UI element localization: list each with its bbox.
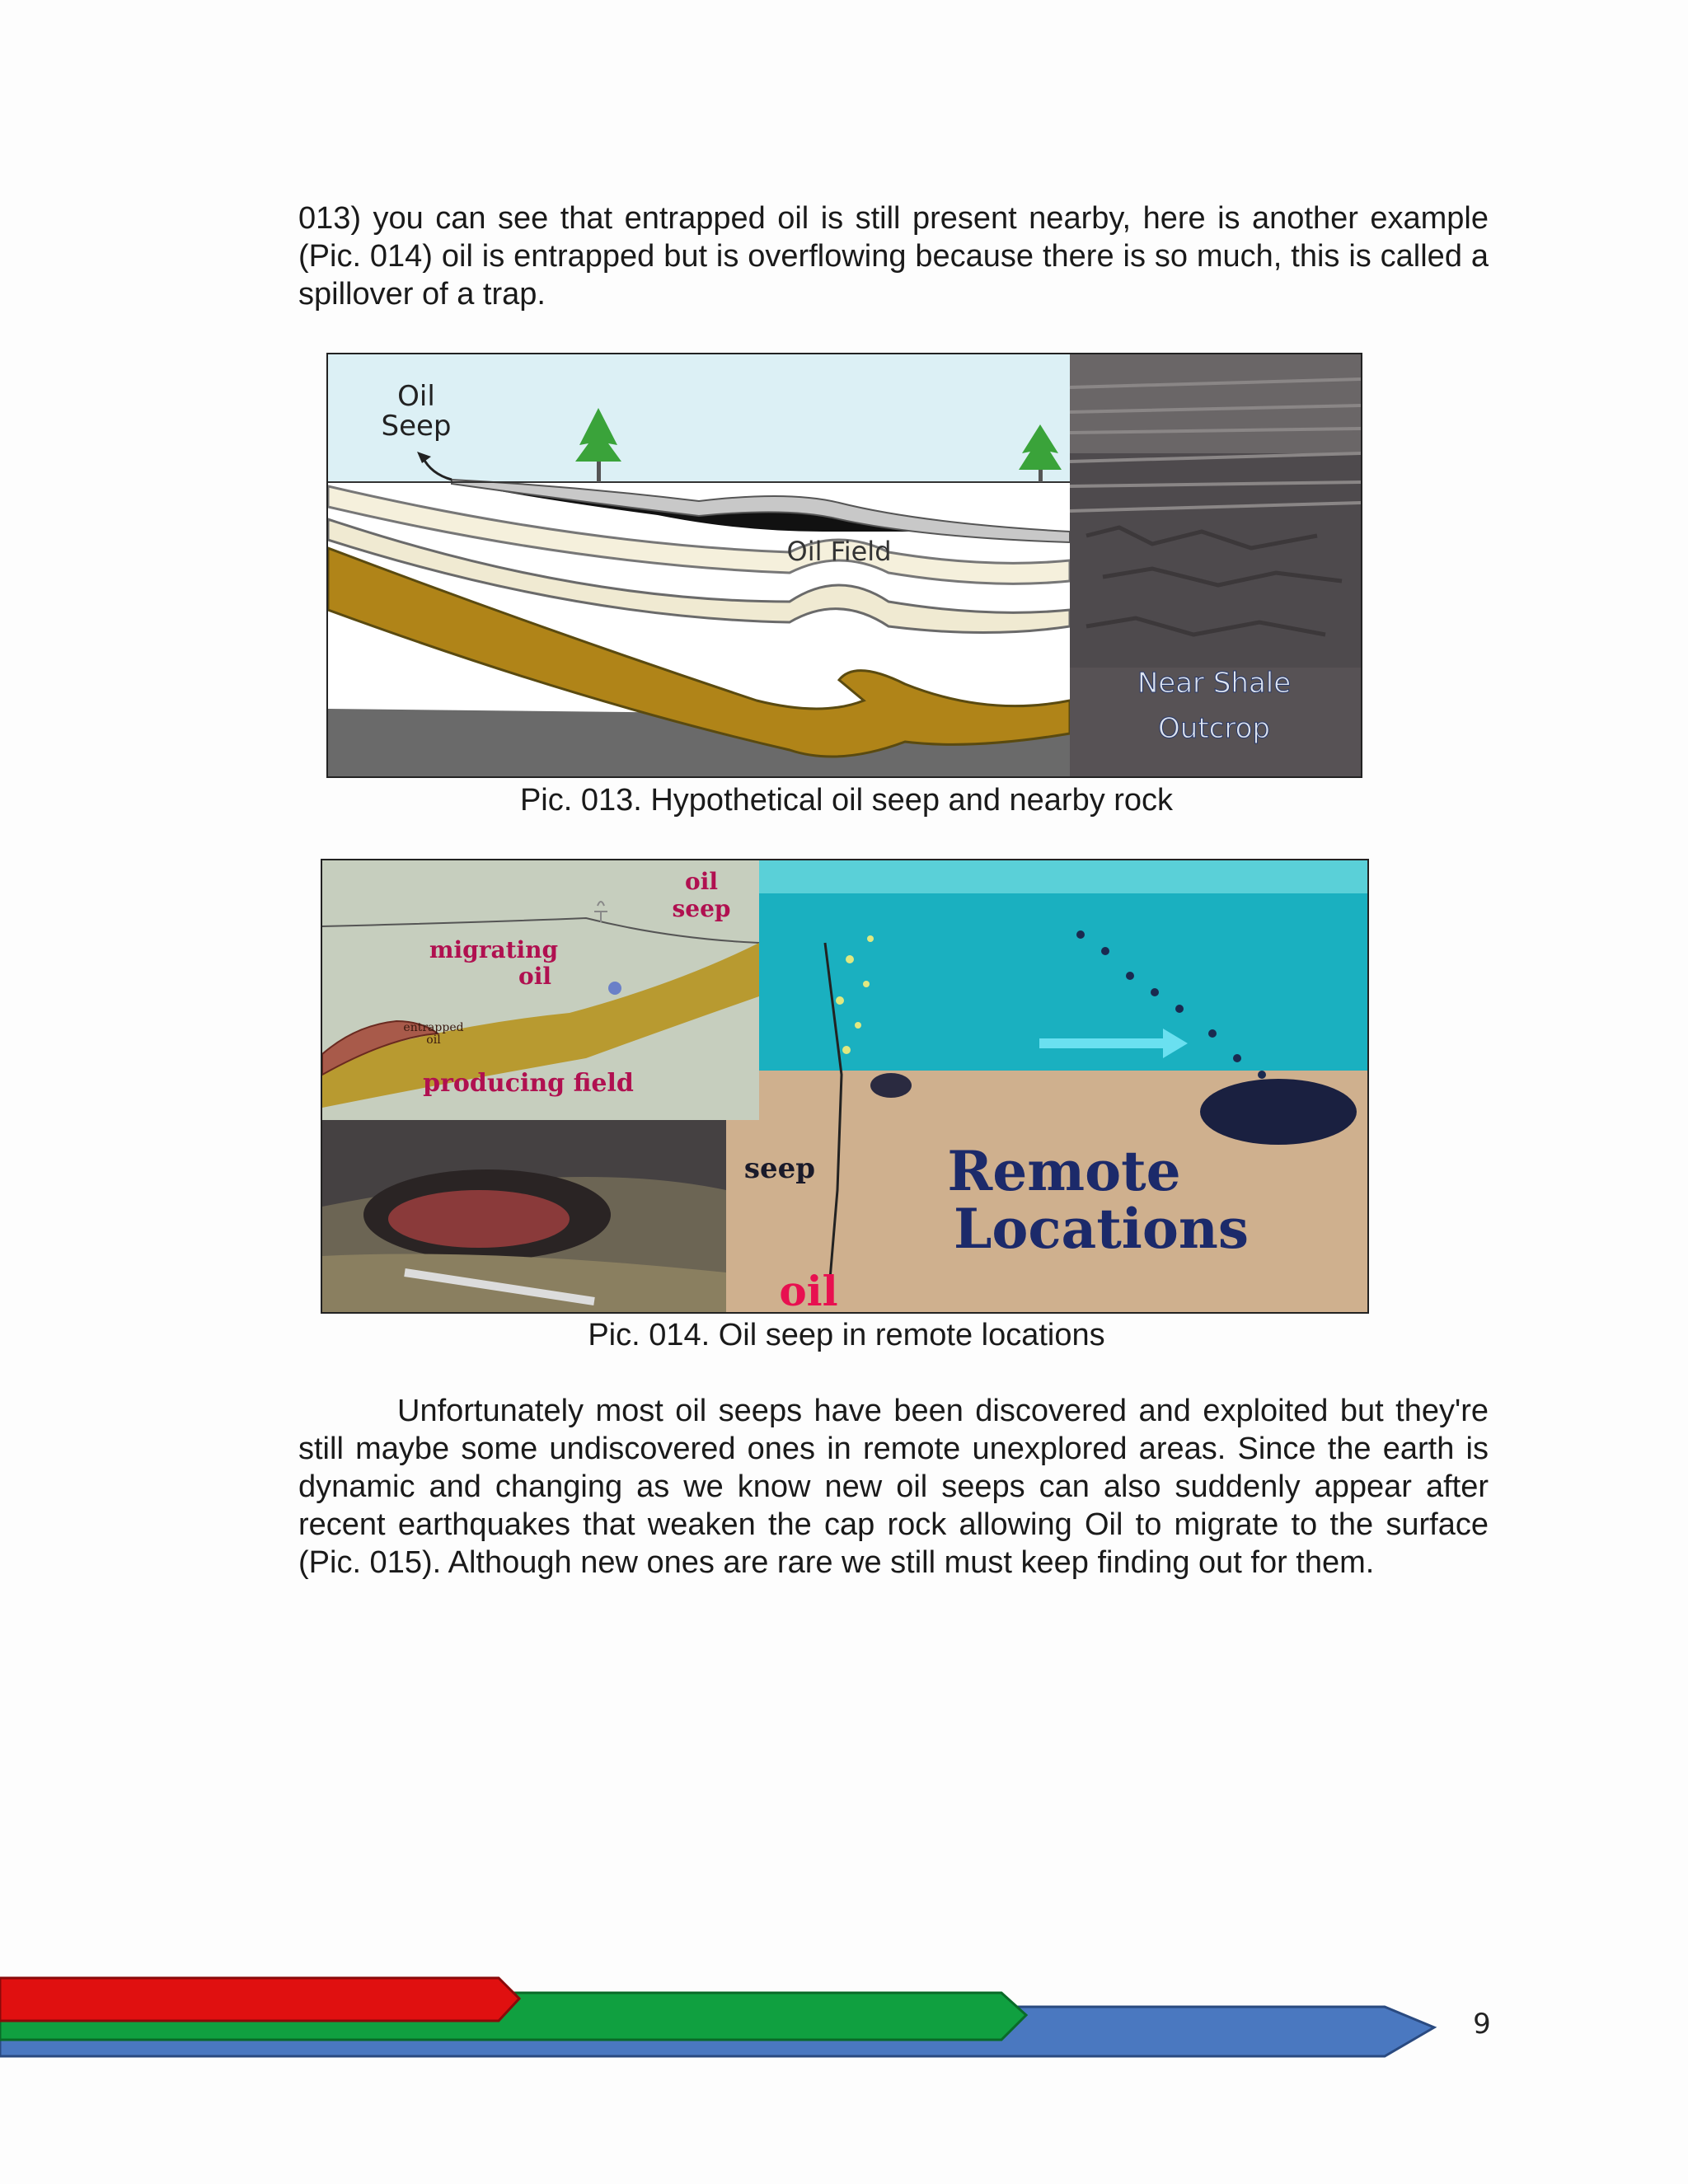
migrating-oil-label-line1: migrating bbox=[429, 936, 559, 963]
oil-seep-label-line1: Oil bbox=[397, 380, 435, 413]
entrapped-oil-label-line1: entrapped bbox=[403, 1021, 464, 1034]
paragraph-bottom: Unfortunately most oil seeps have been discovered and exploited but they're still maybe some undiscovered ones in remote unexplored areas. Since the earth is dynamic and changing as we know new oil seeps can also suddenly appear after recent earthquakes that weaken the cap rock allowing Oil to migrate to the surface (Pic. 015). Although new ones are rare we still must keep finding out for them. bbox=[298, 1394, 1489, 1580]
oil-field-label: Oil Field bbox=[786, 536, 892, 567]
producing-field-label: producing field bbox=[423, 1069, 634, 1098]
outcrop-label-line2: Outcrop bbox=[1158, 712, 1270, 745]
remote-locations-label-line2: Locations bbox=[953, 1197, 1250, 1261]
migrating-oil-label-line2: oil bbox=[518, 963, 551, 990]
seep-label: seep bbox=[743, 1152, 816, 1185]
outcrop-label-line1: Near Shale bbox=[1137, 667, 1292, 700]
figure-1-caption: Pic. 013. Hypothetical oil seep and nearby rock bbox=[519, 783, 1174, 818]
oil-seep-label-line2: seep bbox=[672, 895, 731, 922]
remote-locations-illustration bbox=[726, 860, 1367, 1312]
oil-seep-label-line2: Seep bbox=[381, 410, 452, 443]
paragraph-top: 013) you can see that entrapped oil is still present nearby, here is another example (Pic. 014) oil is entrapped but is overflowing because there is so much, this is called a spillover of a trap. bbox=[298, 201, 1489, 312]
figure-2-caption: Pic. 014. Oil seep in remote locations bbox=[588, 1318, 1105, 1352]
entrapped-oil-label-line2: oil bbox=[426, 1033, 441, 1047]
remote-seep-collage-illustration bbox=[322, 860, 1367, 1312]
seep-ground-photo bbox=[322, 1120, 726, 1312]
figure-oil-seep-diagram bbox=[326, 353, 1362, 778]
footer-arrows-decoration bbox=[0, 1970, 1451, 2077]
figure-remote-seep-collage bbox=[321, 859, 1369, 1314]
shale-outcrop-photo bbox=[1070, 354, 1361, 776]
remote-locations-label-line1: Remote bbox=[947, 1139, 1181, 1203]
oil-seep-label-line1: oil bbox=[685, 868, 718, 895]
migrating-oil-diagram bbox=[322, 860, 759, 1124]
oil-seep-diagram-illustration bbox=[328, 354, 1361, 776]
footer-red-arrow bbox=[0, 1978, 519, 2021]
oil-bottom-label: oil bbox=[779, 1267, 838, 1312]
page-number: 9 bbox=[1473, 2008, 1491, 2041]
